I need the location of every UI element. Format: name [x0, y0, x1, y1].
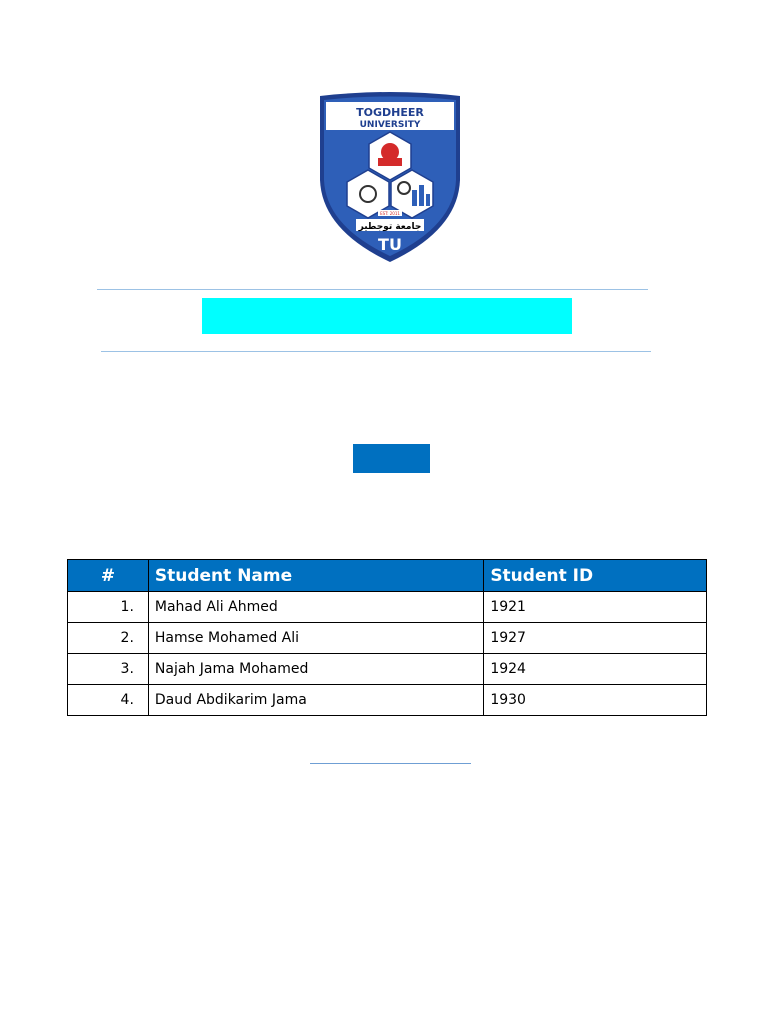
divider-middle: [101, 351, 651, 352]
row-student-name: Hamse Mohamed Ali: [148, 623, 483, 654]
row-student-name: Najah Jama Mohamed: [148, 654, 483, 685]
table-row: [68, 685, 707, 716]
logo-text-line1: TOGDHEER: [356, 106, 424, 119]
header-num: #: [68, 560, 149, 592]
title-highlight-bar: [202, 298, 572, 334]
header-student-name: Student Name: [148, 560, 483, 592]
row-num: 4.: [68, 685, 149, 716]
table-row: [68, 654, 707, 685]
row-num: 1.: [68, 592, 149, 623]
header-student-id: Student ID: [484, 560, 707, 592]
table-header-row: [68, 560, 707, 592]
logo-arabic: جامعة توجطير: [358, 222, 422, 232]
row-student-id: 1924: [484, 654, 707, 685]
student-table: [67, 559, 707, 716]
table-row: [68, 623, 707, 654]
row-student-name: Mahad Ali Ahmed: [148, 592, 483, 623]
row-student-name: Daud Abdikarim Jama: [148, 685, 483, 716]
label-box: [353, 444, 430, 473]
logo-text-line2: UNIVERSITY: [359, 120, 421, 130]
row-num: 2.: [68, 623, 149, 654]
shield-emblem-icon: [316, 90, 464, 264]
row-student-id: 1930: [484, 685, 707, 716]
logo-est: EST: 2011: [380, 211, 400, 216]
table-row: [68, 592, 707, 623]
logo-monogram: TU: [378, 235, 402, 254]
row-student-id: 1927: [484, 623, 707, 654]
row-num: 3.: [68, 654, 149, 685]
row-student-id: 1921: [484, 592, 707, 623]
divider-top: [97, 289, 648, 290]
divider-bottom: [310, 763, 471, 764]
university-logo: [316, 90, 464, 264]
